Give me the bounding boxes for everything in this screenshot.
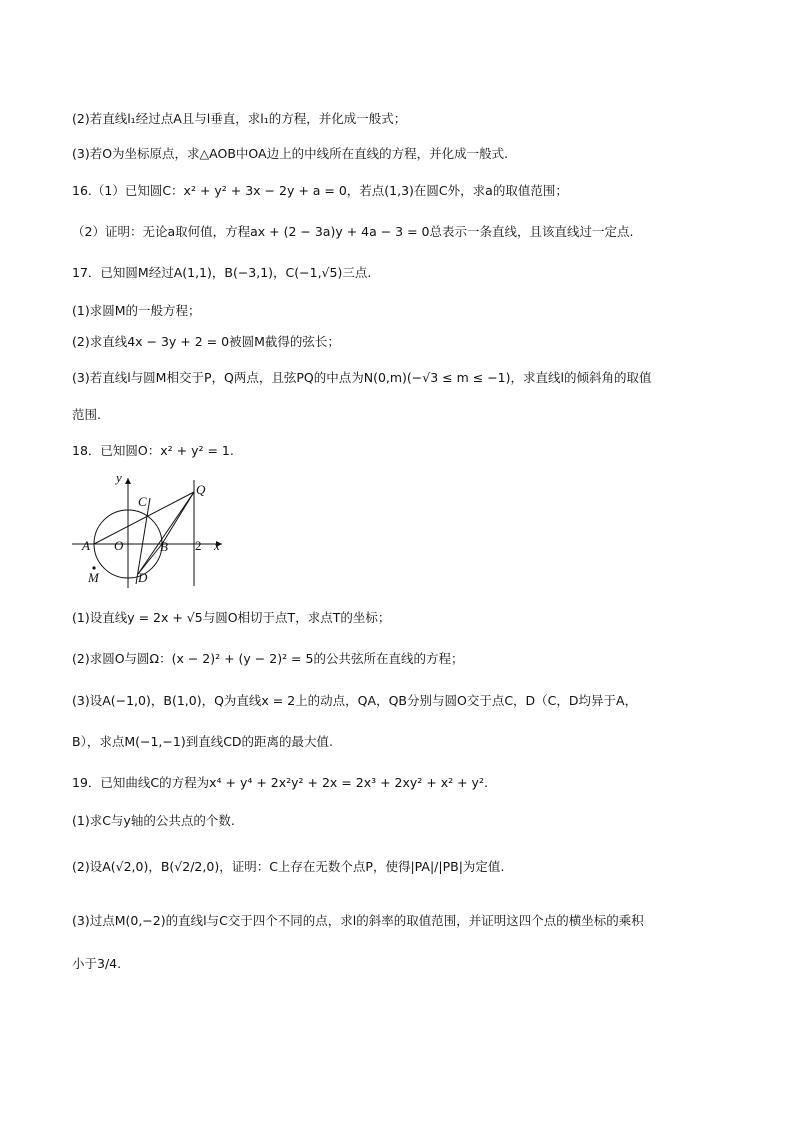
label-b: B: [160, 539, 168, 554]
q18-part3-line2: B），求点M(−1,−1)到直线CD的距离的最大值.: [72, 734, 334, 749]
q18-stem: 18．已知圆O：x² + y² = 1.: [72, 443, 234, 458]
q18-circle-figure: [72, 470, 232, 590]
q17-part2: (2)求直线4x − 3y + 2 = 0被圆M截得的弦长；: [72, 334, 340, 349]
label-y: y: [116, 470, 122, 485]
q19-stem: 19．已知曲线C的方程为x⁴ + y⁴ + 2x²y² + 2x = 2x³ + 2xy² + x² + y².: [72, 775, 488, 790]
q19-part1: (1)求C与y轴的公共点的个数.: [72, 813, 235, 828]
q15-part2: (2)若直线l₁经过点A且与l垂直，求l₁的方程，并化成一般式；: [72, 111, 407, 126]
q18-part2: (2)求圆O与圆Ω：(x − 2)² + (y − 2)² = 5的公共弦所在直线的方程；: [72, 651, 464, 666]
label-q: Q: [196, 482, 206, 497]
q17-part3-line1: (3)若直线l与圆M相交于P，Q两点，且弦PQ的中点为N(0,m)(−√3 ≤ m ≤ −1)，求直线l的倾斜角的取值: [72, 370, 652, 385]
label-x: x: [214, 538, 220, 553]
q18-part3-line1: (3)设A(−1,0)，B(1,0)，Q为直线x = 2上的动点，QA，QB分别与圆O交于点C，D（C，D均异于A，: [72, 693, 638, 708]
q16-part2: （2）证明：无论a取何值，方程ax + (2 − 3a)y + 4a − 3 = 0总表示一条直线，且该直线过一定点.: [72, 224, 634, 239]
label-o: O: [114, 538, 124, 553]
y-axis-arrow: [125, 478, 131, 484]
q19-part3-line1: (3)过点M(0,−2)的直线l与C交于四个不同的点，求l的斜率的取值范围，并证明这四个点的横坐标的乘积: [72, 913, 644, 928]
label-d: D: [138, 570, 148, 585]
label-two: 2: [195, 538, 202, 553]
q17-stem: 17．已知圆M经过A(1,1)，B(−3,1)，C(−1,√5)三点.: [72, 265, 372, 280]
label-c: C: [138, 494, 147, 509]
q15-part3: (3)若O为坐标原点，求△AOB中OA边上的中线所在直线的方程，并化成一般式.: [72, 146, 509, 161]
label-a: A: [82, 538, 90, 553]
q16-part1: 16.（1）已知圆C：x² + y² + 3x − 2y + a = 0，若点(1,3)在圆C外，求a的取值范围；: [72, 183, 568, 198]
q17-part3-line2: 范围.: [72, 407, 101, 422]
label-m: M: [88, 570, 99, 585]
q19-part2: (2)设A(√2,0)，B(√2/2,0)，证明：C上存在无数个点P，使得|PA|/|PB|为定值.: [72, 859, 505, 874]
q18-part1: (1)设直线y = 2x + √5与圆O相切于点T，求点T的坐标；: [72, 610, 391, 625]
q17-part1: (1)求圆M的一般方程；: [72, 303, 201, 318]
q19-part3-line2: 小于3/4.: [72, 956, 122, 971]
